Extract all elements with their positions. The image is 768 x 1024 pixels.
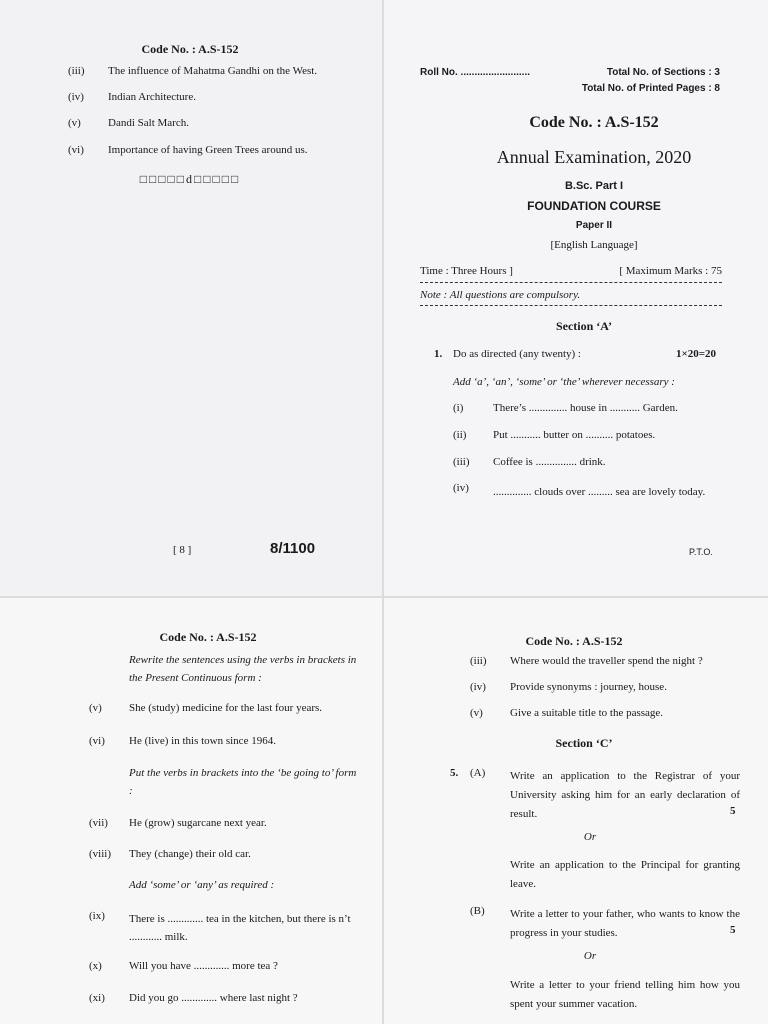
page-code: Code No. : A.S-152	[525, 634, 623, 648]
page-7	[384, 598, 768, 1024]
exam-title: Annual Examination, 2020	[496, 147, 692, 167]
part-label: (B)	[470, 905, 485, 917]
item-num: (vii)	[89, 817, 108, 829]
pto: P.T.O.	[689, 547, 713, 557]
item-num: (v)	[68, 117, 81, 129]
question-text: Write a letter to your father, who wants to know the progress in your studies.	[510, 908, 740, 939]
page-2	[0, 598, 382, 1024]
instruction: Put the verbs in brackets into the ‘be going to’ form :	[129, 767, 357, 797]
max-marks: [ Maximum Marks : 75	[619, 265, 722, 277]
item-text: Put ........... butter on .......... potatoes.	[493, 429, 656, 441]
total-pages: Total No. of Printed Pages : 8	[581, 83, 720, 94]
item-text: Where would the traveller spend the night ?	[510, 655, 703, 667]
or-divider: Or	[583, 950, 597, 962]
item-num: (v)	[89, 702, 102, 714]
note: Note : All questions are compulsory.	[420, 289, 581, 301]
print-count: 8/1100	[270, 540, 316, 557]
course-name: FOUNDATION COURSE	[527, 199, 661, 213]
item-text: Dandi Salt March.	[108, 117, 189, 129]
item-text: He (grow) sugarcane next year.	[129, 817, 267, 829]
subject-name: [English Language]	[550, 239, 638, 251]
page-code: Code No. : A.S-152	[141, 42, 239, 56]
instruction: Rewrite the sentences using the verbs in brackets in the Present Continuous form :	[129, 654, 357, 684]
item-text: He (live) in this town since 1964.	[129, 735, 276, 747]
item-text: Give a suitable title to the passage.	[510, 707, 664, 719]
paper-code: Code No. : A.S-152	[529, 114, 659, 131]
question-text: Do as directed (any twenty) :	[453, 348, 581, 360]
item-text: There’s .............. house in ........... Garden.	[493, 402, 678, 414]
item-text: Did you go ............. where last night ?	[129, 992, 298, 1004]
question-marks: 5	[730, 924, 736, 936]
page-1	[384, 0, 768, 596]
item-num: (iii)	[68, 65, 85, 77]
item-num: (iv)	[68, 91, 84, 103]
page-code: Code No. : A.S-152	[159, 630, 257, 644]
item-text: They (change) their old car.	[129, 848, 251, 860]
item-text: There is ............. tea in the kitchen, but there is n’t ............ milk.	[129, 913, 351, 943]
item-num: (iii)	[453, 456, 470, 468]
item-text: She (study) medicine for the last four years.	[129, 702, 323, 714]
instruction: Add ‘a’, ‘an’, ‘some’ or ‘the’ wherever necessary :	[453, 376, 675, 388]
item-text: Indian Architecture.	[108, 91, 196, 103]
item-num: (viii)	[89, 848, 111, 860]
total-sections: Total No. of Sections : 3	[606, 67, 720, 78]
question-text: Write a letter to your friend telling him how you spent your summer vacation.	[510, 979, 740, 1010]
item-text: .............. clouds over ......... sea are lovely today.	[493, 486, 706, 498]
page-8	[0, 0, 382, 596]
item-num: (x)	[89, 960, 102, 972]
time-allowed: Time : Three Hours ]	[420, 265, 513, 277]
item-num: (iv)	[470, 681, 486, 693]
item-num: (vi)	[68, 144, 84, 156]
item-text: Will you have ............. more tea ?	[129, 960, 278, 972]
roll-no: Roll No. .........................	[420, 67, 531, 78]
item-num: (vi)	[89, 735, 105, 747]
end-separator: □□□□□d□□□□□	[139, 172, 241, 186]
divider	[420, 305, 722, 306]
item-num: (v)	[470, 707, 483, 719]
item-text: Provide synonyms : journey, house.	[510, 681, 667, 693]
section-heading: Section ‘C’	[555, 736, 613, 750]
question-number: 1.	[434, 348, 443, 360]
instruction: Add ‘some’ or ‘any’ as required :	[129, 879, 275, 891]
class-name: B.Sc. Part I	[564, 180, 624, 192]
item-num: (iii)	[470, 655, 487, 667]
item-num: (i)	[453, 402, 464, 414]
item-num: (ix)	[89, 910, 105, 922]
section-heading: Section ‘A’	[555, 319, 613, 333]
item-num: (xi)	[89, 992, 105, 1004]
question-marks: 5	[730, 805, 736, 817]
item-text: The influence of Mahatma Gandhi on the West.	[108, 65, 318, 77]
item-text: Coffee is ............... drink.	[493, 456, 606, 468]
item-num: (iv)	[453, 482, 469, 494]
question-number: 5.	[450, 767, 459, 779]
divider	[420, 282, 722, 283]
part-label: (A)	[470, 767, 486, 779]
page-number: [ 8 ]	[173, 544, 192, 556]
item-num: (ii)	[453, 429, 467, 441]
item-text: Importance of having Green Trees around us.	[108, 144, 308, 156]
question-text: Write an application to the Principal for granting leave.	[510, 859, 740, 890]
question-marks: 1×20=20	[676, 348, 717, 360]
paper-name: Paper II	[575, 220, 613, 231]
question-text: Write an application to the Registrar of your University asking him for an early declaration of result.	[510, 770, 740, 820]
or-divider: Or	[583, 831, 597, 843]
